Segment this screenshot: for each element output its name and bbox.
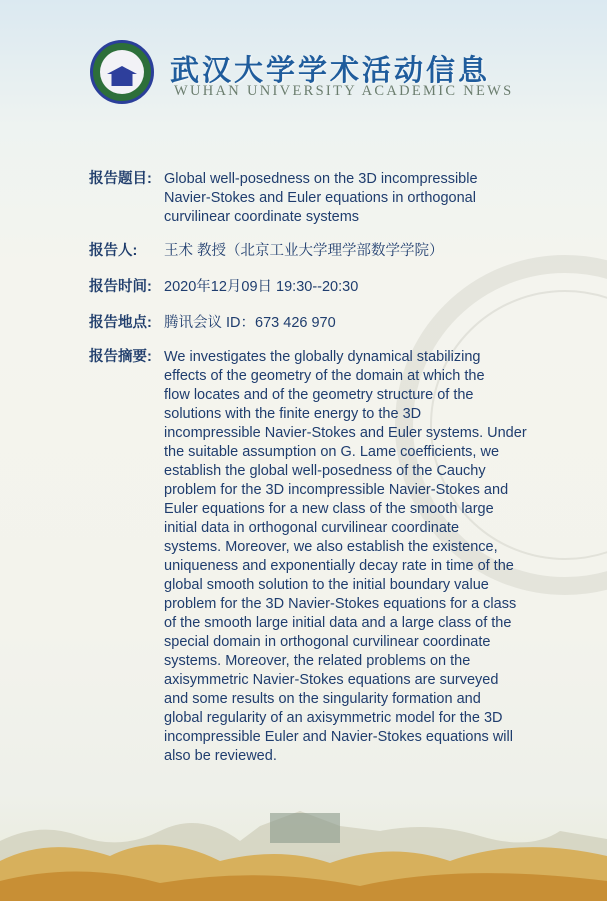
abstract-row: [89, 348, 559, 766]
speaker-row: [89, 242, 559, 261]
location-row: [89, 314, 559, 333]
abstract-line: We investigates the globally dynamical stabilizing: [164, 349, 481, 365]
university-logo-icon: [90, 40, 154, 104]
abstract-line: incompressible Navier-Stokes and Euler systems. Under: [164, 425, 527, 441]
campus-scenery-image: [0, 801, 607, 901]
abstract-line: axisymmetric Navier-Stokes equations are surveyed: [164, 672, 499, 688]
speaker-label: 报告人:: [89, 243, 138, 259]
time-label: 报告时间:: [89, 279, 152, 295]
abstract-line: effects of the geometry of the domain at which the: [164, 368, 485, 384]
title-row: [89, 170, 559, 227]
title-line: curvilinear coordinate systems: [164, 209, 360, 225]
time-row: [89, 278, 559, 297]
abstract-line: establish the global well-posedness of the Cauchy: [164, 463, 486, 479]
abstract-line: and some results on the singularity formation and: [164, 691, 481, 707]
location-label: 报告地点:: [89, 315, 152, 331]
abstract-line: Euler equations for a new class of the smooth large: [164, 501, 494, 517]
abstract-line: incompressible Euler and Navier-Stokes equations will: [164, 729, 513, 745]
abstract-line: problem for the 3D Navier-Stokes equations for a class: [164, 596, 517, 612]
abstract-line: special domain in orthogonal curvilinear coordinate: [164, 634, 491, 650]
abstract-line: global regularity of an axisymmetric model for the 3D: [164, 710, 503, 726]
location-value: 腾讯会议 ID：673 426 970: [164, 315, 336, 331]
title-line: Global well-posedness on the 3D incompressible: [164, 171, 478, 187]
title-line: Navier-Stokes and Euler equations in orthogonal: [164, 190, 476, 206]
time-value: 2020年12月09日 19:30--20:30: [164, 279, 359, 295]
abstract-line: global smooth solution to the initial boundary value: [164, 577, 489, 593]
abstract-label: 报告摘要:: [89, 349, 152, 365]
abstract-line: solutions with the finite energy to the 3D: [164, 406, 422, 422]
abstract-line: of the smooth large initial data and a large class of the: [164, 615, 512, 631]
abstract-line: the suitable assumption on G. Lame coefficients, we: [164, 444, 500, 460]
header: [90, 40, 514, 110]
abstract-line: initial data in orthogonal curvilinear coordinate: [164, 520, 460, 536]
title-label: 报告题目:: [89, 171, 152, 187]
abstract-line: flow locates and of the geometry structure of the: [164, 387, 474, 403]
abstract-line: uniqueness and exponentially decay rate in time of the: [164, 558, 514, 574]
header-title: 武汉大学学术活动信息: [170, 55, 491, 87]
abstract-value: [164, 348, 554, 766]
abstract-line: systems. Moreover, the related problems on the: [164, 653, 471, 669]
title-value: [164, 170, 554, 227]
abstract-line: also be reviewed.: [164, 748, 277, 764]
abstract-line: systems. Moreover, we also establish the existence,: [164, 539, 498, 555]
abstract-line: problem for the 3D incompressible Navier-Stokes and: [164, 482, 509, 498]
header-subtitle: WUHAN UNIVERSITY ACADEMIC NEWS: [174, 83, 514, 99]
speaker-value: 王术 教授（北京工业大学理学部数学学院）: [164, 243, 444, 259]
